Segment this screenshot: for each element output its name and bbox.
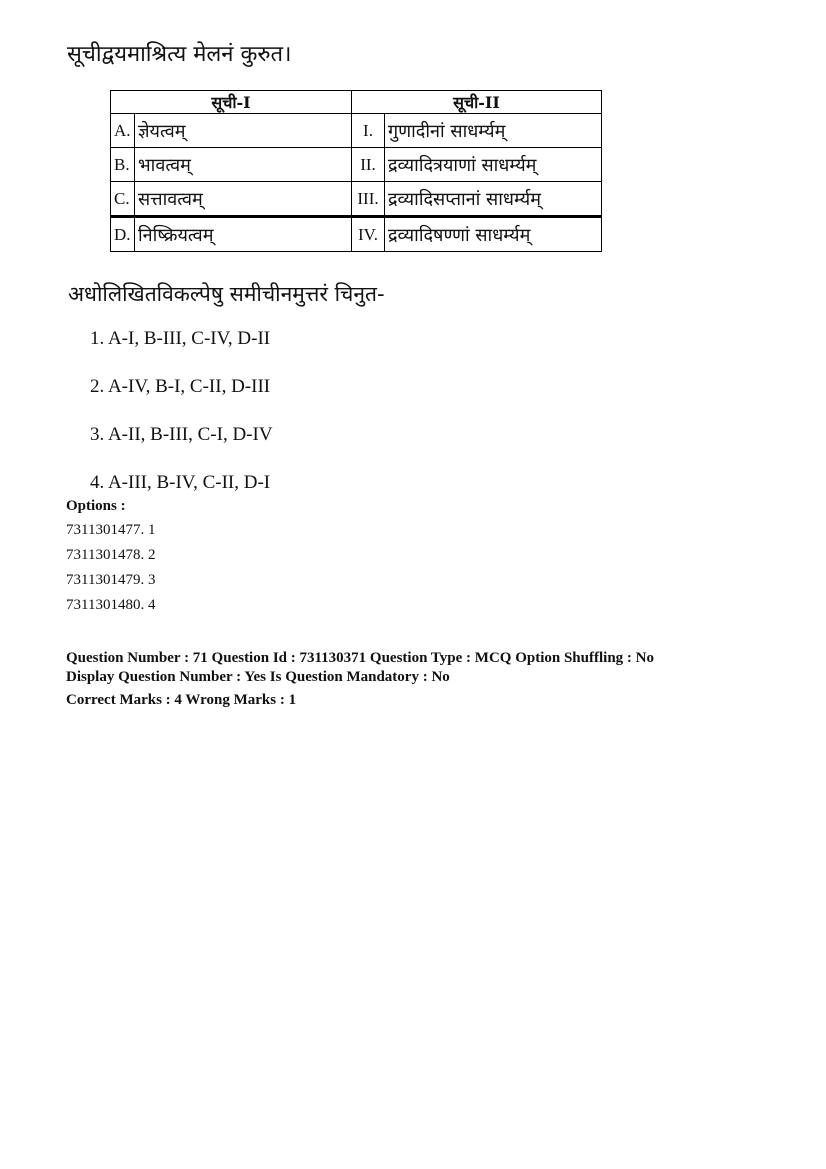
row-value-2: द्रव्यादिसप्तानां साधर्म्यम् [385, 182, 602, 217]
row-key-1: A. [111, 114, 135, 148]
marks-info: Correct Marks : 4 Wrong Marks : 1 [66, 692, 297, 708]
row-key-2: III. [352, 182, 385, 217]
row-value-2: गुणादीनां साधर्म्यम् [385, 114, 602, 148]
question-meta-line-2: Display Question Number : Yes Is Question Mandatory : No [66, 669, 450, 685]
table-row [111, 182, 602, 217]
option-id-2: 7311301478. 2 [66, 547, 156, 563]
option-id-3: 7311301479. 3 [66, 572, 156, 588]
row-value-1: ज्ञेयत्वम् [135, 114, 352, 148]
row-value-1: निष्क्रियत्वम् [135, 217, 352, 252]
table-row [111, 148, 602, 182]
row-key-2: I. [352, 114, 385, 148]
answer-choice-2: 2. A-IV, B-I, C-II, D-III [90, 376, 271, 397]
row-value-1: सत्तावत्वम् [135, 182, 352, 217]
row-value-2: द्रव्यादित्रयाणां साधर्म्यम् [385, 148, 602, 182]
question-meta-line-1: Question Number : 71 Question Id : 731130371 Question Type : MCQ Option Shuffling : No [66, 650, 654, 666]
table-row [111, 114, 602, 148]
option-id-4: 7311301480. 4 [66, 597, 156, 613]
row-key-1: C. [111, 182, 135, 217]
question-text: सूचीद्वयमाश्रित्य मेलनं कुरुत। [67, 42, 292, 67]
row-value-1: भावत्वम् [135, 148, 352, 182]
options-label: Options : [66, 498, 126, 514]
row-key-1: D. [111, 217, 135, 252]
row-value-2: द्रव्यादिषण्णां साधर्म्यम् [385, 217, 602, 252]
row-key-2: II. [352, 148, 385, 182]
table-row [111, 217, 602, 252]
answer-choice-3: 3. A-II, B-III, C-I, D-IV [90, 424, 273, 445]
row-key-2: IV. [352, 217, 385, 252]
match-table [110, 90, 602, 252]
table-header-row [111, 91, 602, 114]
instruction-text: अधोलिखितविकल्पेषु समीचीनमुत्तरं चिनुत- [68, 282, 385, 306]
answer-choice-1: 1. A-I, B-III, C-IV, D-II [90, 328, 271, 349]
row-key-1: B. [111, 148, 135, 182]
header-list-2: सूची-II [352, 91, 602, 114]
answer-choice-4: 4. A-III, B-IV, C-II, D-I [90, 472, 271, 493]
option-id-1: 7311301477. 1 [66, 522, 156, 538]
header-list-1: सूची-I [111, 91, 352, 114]
